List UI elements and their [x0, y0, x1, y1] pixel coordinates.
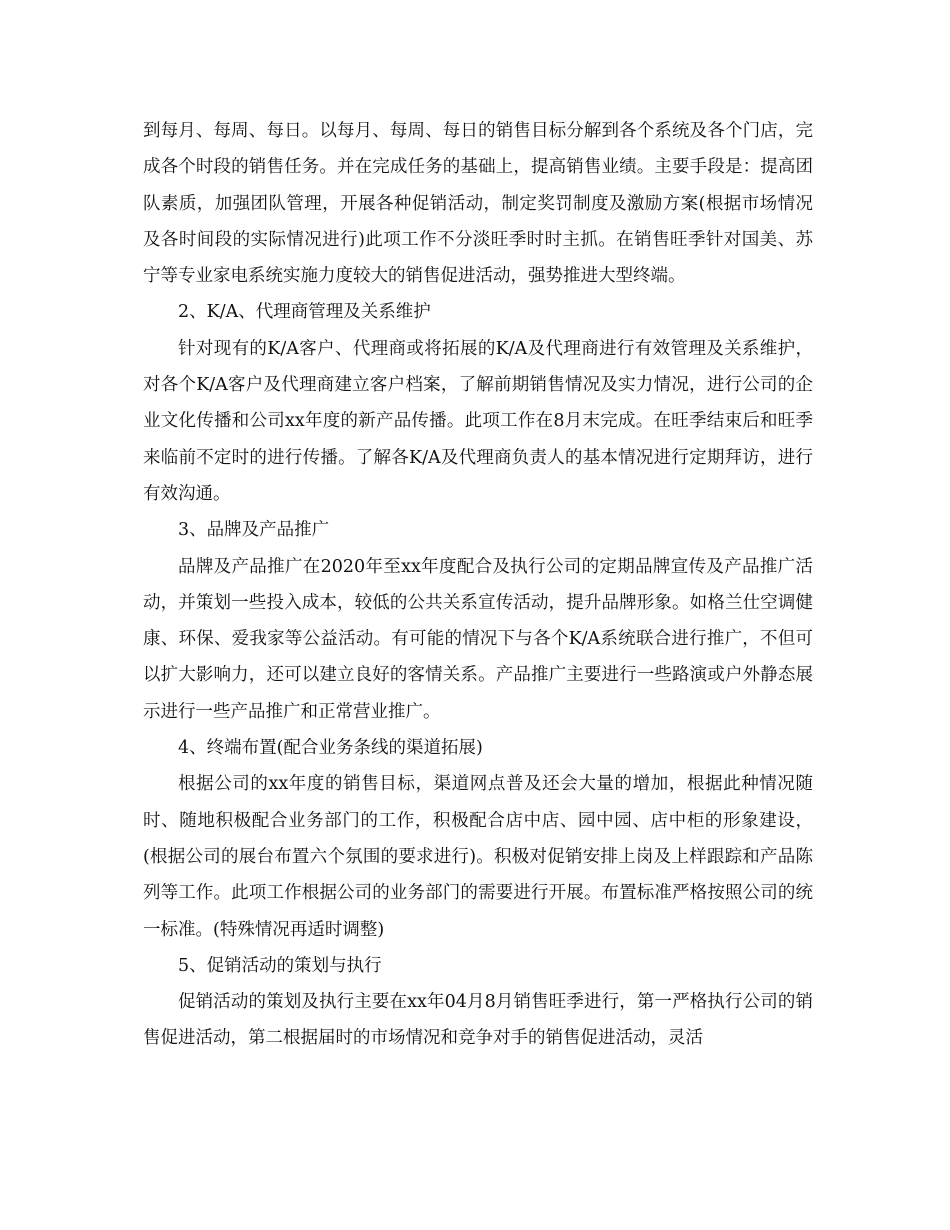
paragraph-terminal-layout: 根据公司的xx年度的销售目标，渠道网点普及还会大量的增加，根据此种情况随时、随地积极配合业务部门的工作，积极配合店中店、园中园、店中柜的形象建设，(根据公司的展台布置六个氛围的要求进行)。积极对促销安排上岗及上样跟踪和产品陈列等工作。此项工作根据公司的业务部门的需要进行开展。布置标准严格按照公司的统一标准。(特殊情况再适时调整) — [143, 774, 813, 940]
paragraph-promotion-activities: 促销活动的策划及执行主要在xx年04月8月销售旺季进行，第一严格执行公司的销售促进活动，第二根据届时的市场情况和竞争对手的销售促进活动，灵活 — [143, 992, 813, 1049]
document-body — [143, 113, 813, 1057]
section-heading-promotion-activities: 5、促销活动的策划与执行 — [178, 955, 382, 976]
section-heading-brand-promotion: 3、品牌及产品推广 — [178, 520, 330, 541]
section-heading-ka-agent: 2、K/A、代理商管理及关系维护 — [178, 302, 431, 323]
paragraph-sales-target: 到每月、每周、每日。以每月、每周、每日的销售目标分解到各个系统及各个门店，完成各个时段的销售任务。并在完成任务的基础上，提高销售业绩。主要手段是：提高团队素质，加强团队管理，开展各种促销活动，制定奖罚制度及激励方案(根据市场情况及各时间段的实际情况进行)此项工作不分淡旺季时时主抓。在销售旺季针对国美、苏宁等专业家电系统实施力度较大的销售促进活动，强势推进大型终端。 — [143, 121, 813, 287]
paragraph-brand-promotion: 品牌及产品推广在2020年至xx年度配合及执行公司的定期品牌宣传及产品推广活动，并策划一些投入成本，较低的公共关系宣传活动，提升品牌形象。如格兰仕空调健康、环保、爱我家等公益活动。有可能的情况下与各个K/A系统联合进行推广，不但可以扩大影响力，还可以建立良好的客情关系。产品推广主要进行一些路演或户外静态展示进行一些产品推广和正常营业推广。 — [143, 556, 813, 722]
paragraph-ka-agent: 针对现有的K/A客户、代理商或将拓展的K/A及代理商进行有效管理及关系维护，对各个K/A客户及代理商建立客户档案，了解前期销售情况及实力情况，进行公司的企业文化传播和公司xx年度的新产品传播。此项工作在8月末完成。在旺季结束后和旺季来临前不定时的进行传播。了解各K/A及代理商负责人的基本情况进行定期拜访，进行有效沟通。 — [143, 338, 813, 504]
section-heading-terminal-layout: 4、终端布置(配合业务条线的渠道拓展) — [178, 738, 483, 759]
